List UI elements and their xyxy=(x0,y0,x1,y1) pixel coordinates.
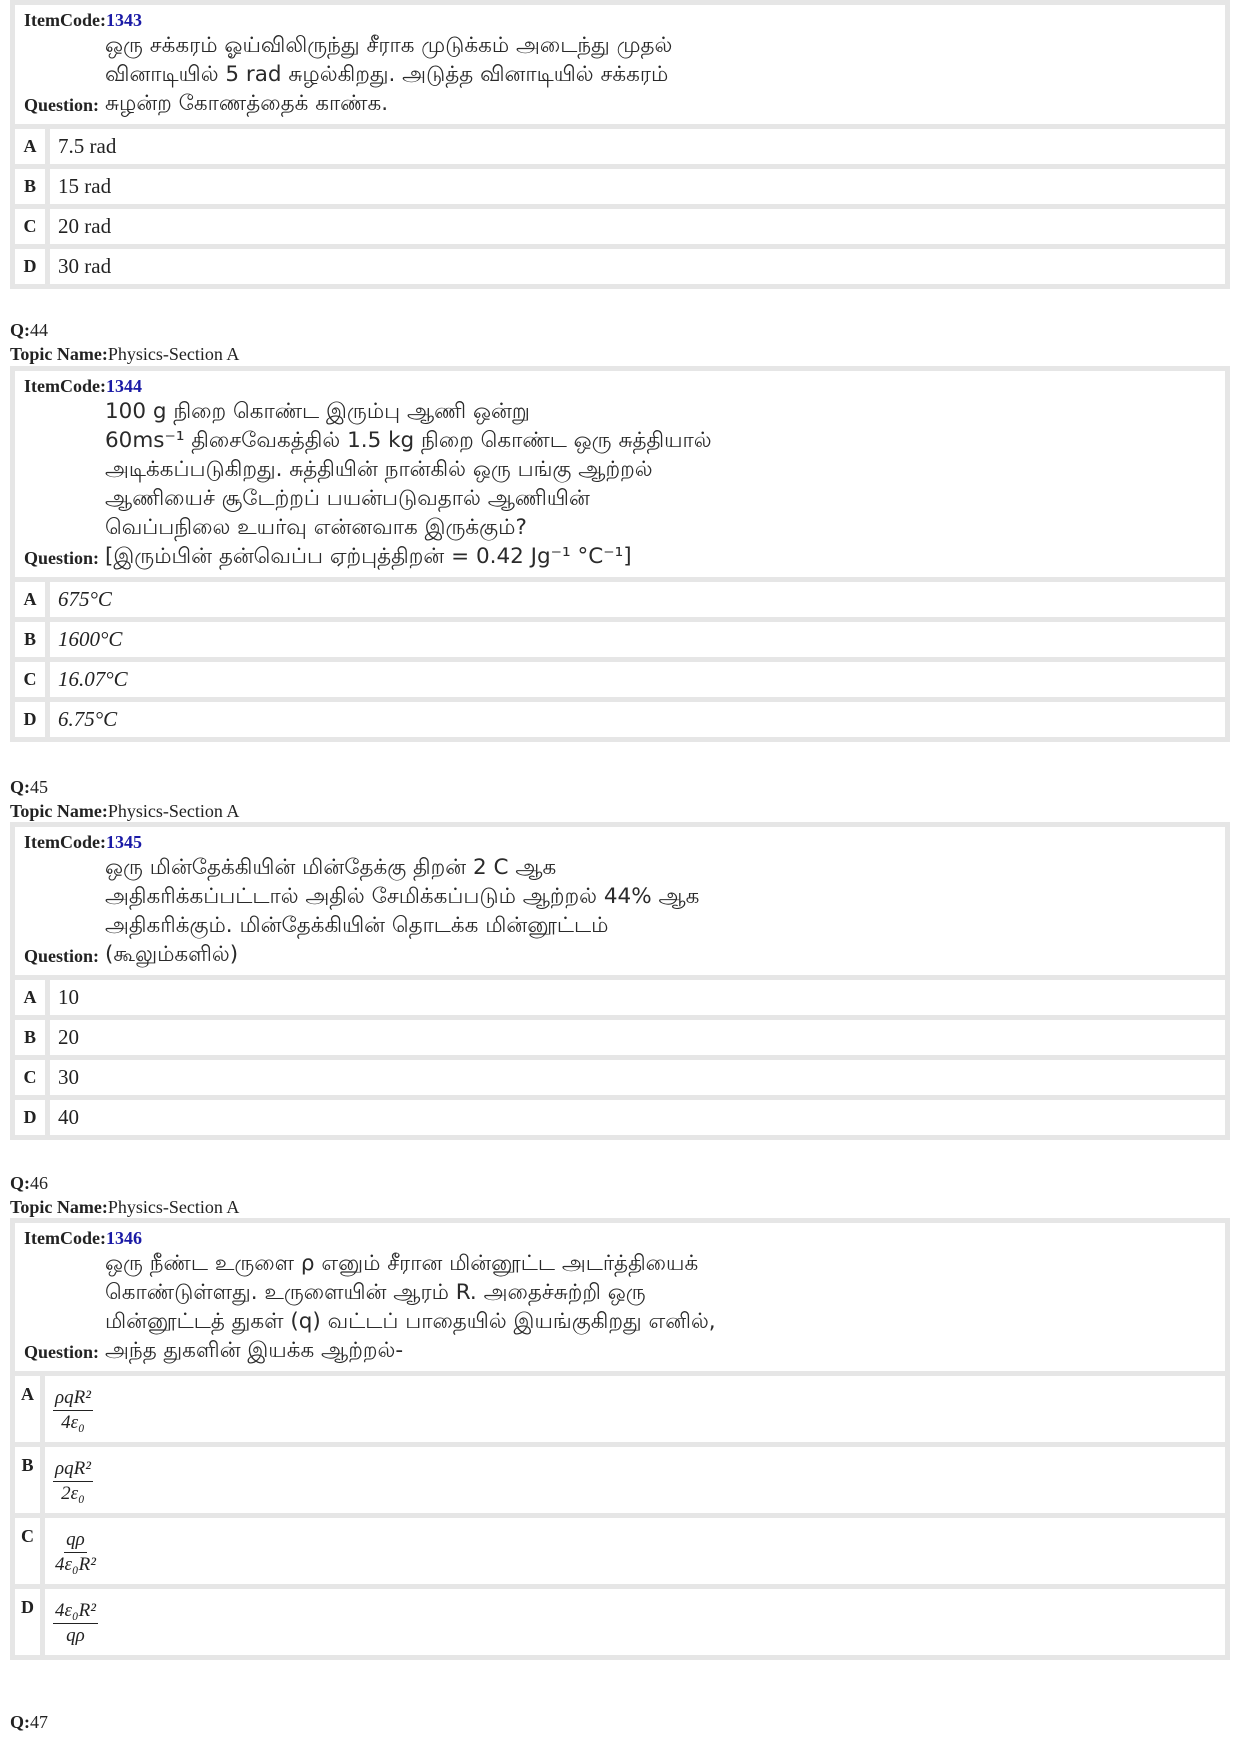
question-box xyxy=(10,822,1230,1140)
fraction-denominator: 4ε₀R² xyxy=(55,1553,96,1575)
question-block-1345 xyxy=(10,822,1230,1140)
option-a[interactable] xyxy=(15,124,1225,164)
option-letter: C xyxy=(15,1060,50,1095)
question-label: Question: xyxy=(24,548,100,568)
topic-name: Physics-Section A xyxy=(107,1197,240,1217)
option-letter: B xyxy=(15,1447,45,1513)
option-letter: C xyxy=(15,209,50,244)
fraction-denominator: 2ε₀ xyxy=(61,1482,85,1504)
q-number: 45 xyxy=(30,777,48,797)
q-number: 46 xyxy=(30,1173,48,1193)
option-letter: C xyxy=(15,662,50,697)
option-letter: C xyxy=(15,1518,45,1584)
option-letter: B xyxy=(15,622,50,657)
option-value: 15 rad xyxy=(58,174,112,198)
question-block-1346 xyxy=(10,1218,1230,1660)
q-label: Q: xyxy=(10,777,30,797)
option-value: 675°C xyxy=(58,587,112,611)
option-letter: A xyxy=(15,1376,45,1442)
item-code-label: ItemCode: xyxy=(24,1228,106,1248)
option-value: 1600°C xyxy=(58,627,123,651)
item-code-value: 1345 xyxy=(105,832,142,852)
question-label: Question: xyxy=(24,95,100,115)
option-fraction xyxy=(53,1528,98,1577)
question-text: ஒரு நீண்ட உருளை ρ எனும் சீரான மின்னூட்ட அடர்த்தியைக் கொண்டுள்ளது. உருளையின் ஆரம் R. அதைச்சுற்றி ஒரு மின்னூட்டத் துகள் (q) வட்டப் பாதையில் இயங்குகிறது எனில், அந்த துகளின் இயக்க ஆற்றல்- xyxy=(105,1251,716,1363)
item-code xyxy=(24,831,1216,853)
option-letter: D xyxy=(15,702,50,737)
question-meta-45 xyxy=(10,775,1230,823)
fraction-numerator: 4ε₀R² xyxy=(53,1599,98,1624)
question-row xyxy=(24,1249,1216,1365)
question-text: 100 g நிறை கொண்ட இரும்பு ஆணி ஒன்று 60ms⁻¹ திசைவேகத்தில் 1.5 kg நிறை கொண்ட ஒரு சுத்தியால் அடிக்கப்படுகிறது. சுத்தியின் நான்கில் ஒரு பங்கு ஆற்றல் ஆணியைச் சூடேற்றப் பயன்படுவதால் ஆணியின் வெப்பநிலை உயர்வு என்னவாக இருக்கும்? [இரும்பின் தன்வெப்ப ஏற்புத்திறன் = 0.42 Jg⁻¹ °C⁻¹] xyxy=(105,399,712,569)
option-d[interactable] xyxy=(15,1584,1225,1655)
question-block-1344 xyxy=(10,366,1230,742)
option-letter: A xyxy=(15,980,50,1015)
option-b[interactable] xyxy=(15,617,1225,657)
option-letter: B xyxy=(15,169,50,204)
item-code xyxy=(24,375,1216,397)
q-label: Q: xyxy=(10,1712,30,1732)
question-box xyxy=(10,366,1230,742)
fraction-numerator: qρ xyxy=(64,1528,87,1553)
option-value: 6.75°C xyxy=(58,707,118,731)
question-text: ஒரு மின்தேக்கியின் மின்தேக்கு திறன் 2 C ஆக அதிகரிக்கப்பட்டால் அதில் சேமிக்கப்படும் ஆற்றல் 44% ஆக அதிகரிக்கும். மின்தேக்கியின் தொடக்க மின்னூட்டம் (கூலும்களில்) xyxy=(105,855,700,967)
q-number: 47 xyxy=(30,1712,48,1732)
option-b[interactable] xyxy=(15,164,1225,204)
q-label: Q: xyxy=(10,320,30,340)
question-label: Question: xyxy=(24,946,100,966)
question-block-1343 xyxy=(10,0,1230,289)
topic-label: Topic Name: xyxy=(10,801,108,821)
topic-label: Topic Name: xyxy=(10,1197,108,1217)
option-d[interactable] xyxy=(15,697,1225,737)
question-row xyxy=(24,31,1216,118)
option-letter: A xyxy=(15,582,50,617)
option-value: 7.5 rad xyxy=(58,134,117,158)
question-header xyxy=(15,5,1225,124)
item-code-label: ItemCode: xyxy=(24,832,106,852)
item-code-value: 1343 xyxy=(105,10,142,30)
question-header xyxy=(15,371,1225,577)
option-value: 20 rad xyxy=(58,214,112,238)
item-code xyxy=(24,1227,1216,1249)
item-code-label: ItemCode: xyxy=(24,10,106,30)
option-c[interactable] xyxy=(15,1513,1225,1584)
option-a[interactable] xyxy=(15,1371,1225,1442)
topic-label: Topic Name: xyxy=(10,344,108,364)
option-b[interactable] xyxy=(15,1015,1225,1055)
item-code-value: 1344 xyxy=(105,376,142,396)
topic-name: Physics-Section A xyxy=(107,801,240,821)
option-fraction xyxy=(53,1599,98,1648)
question-meta-47 xyxy=(10,1710,1230,1734)
option-d[interactable] xyxy=(15,244,1225,284)
option-c[interactable] xyxy=(15,1055,1225,1095)
question-label: Question: xyxy=(24,1342,100,1362)
topic-name: Physics-Section A xyxy=(107,344,240,364)
fraction-numerator: ρqR² xyxy=(53,1386,93,1411)
option-b[interactable] xyxy=(15,1442,1225,1513)
option-letter: D xyxy=(15,249,50,284)
question-header xyxy=(15,827,1225,975)
item-code-label: ItemCode: xyxy=(24,376,106,396)
option-fraction xyxy=(53,1386,93,1435)
option-letter: D xyxy=(15,1589,45,1655)
question-box xyxy=(10,1218,1230,1660)
option-letter: B xyxy=(15,1020,50,1055)
option-value: 30 rad xyxy=(58,254,112,278)
option-value: 16.07°C xyxy=(58,667,128,691)
question-box xyxy=(10,0,1230,289)
question-header xyxy=(15,1223,1225,1371)
option-c[interactable] xyxy=(15,657,1225,697)
question-meta-46 xyxy=(10,1171,1230,1219)
item-code-value: 1346 xyxy=(105,1228,142,1248)
option-c[interactable] xyxy=(15,204,1225,244)
option-value: 10 xyxy=(58,985,79,1009)
option-letter: A xyxy=(15,129,50,164)
option-letter: D xyxy=(15,1100,50,1135)
option-a[interactable] xyxy=(15,577,1225,617)
fraction-numerator: ρqR² xyxy=(53,1457,93,1482)
q-number: 44 xyxy=(30,320,48,340)
question-row xyxy=(24,853,1216,969)
fraction-denominator: qρ xyxy=(66,1624,85,1646)
q-label: Q: xyxy=(10,1173,30,1193)
option-value: 20 xyxy=(58,1025,79,1049)
option-a[interactable] xyxy=(15,975,1225,1015)
question-meta-44 xyxy=(10,318,1230,366)
item-code xyxy=(24,9,1216,31)
option-value: 30 xyxy=(58,1065,79,1089)
question-row xyxy=(24,397,1216,571)
option-fraction xyxy=(53,1457,93,1506)
option-value: 40 xyxy=(58,1105,79,1129)
question-text: ஒரு சக்கரம் ஓய்விலிருந்து சீராக முடுக்கம் அடைந்து முதல் வினாடியில் 5 rad சுழல்கிறது. அடுத்த வினாடியில் சக்கரம் சுழன்ற கோணத்தைக் காண்க. xyxy=(105,33,673,116)
option-d[interactable] xyxy=(15,1095,1225,1135)
fraction-denominator: 4ε₀ xyxy=(61,1411,85,1433)
